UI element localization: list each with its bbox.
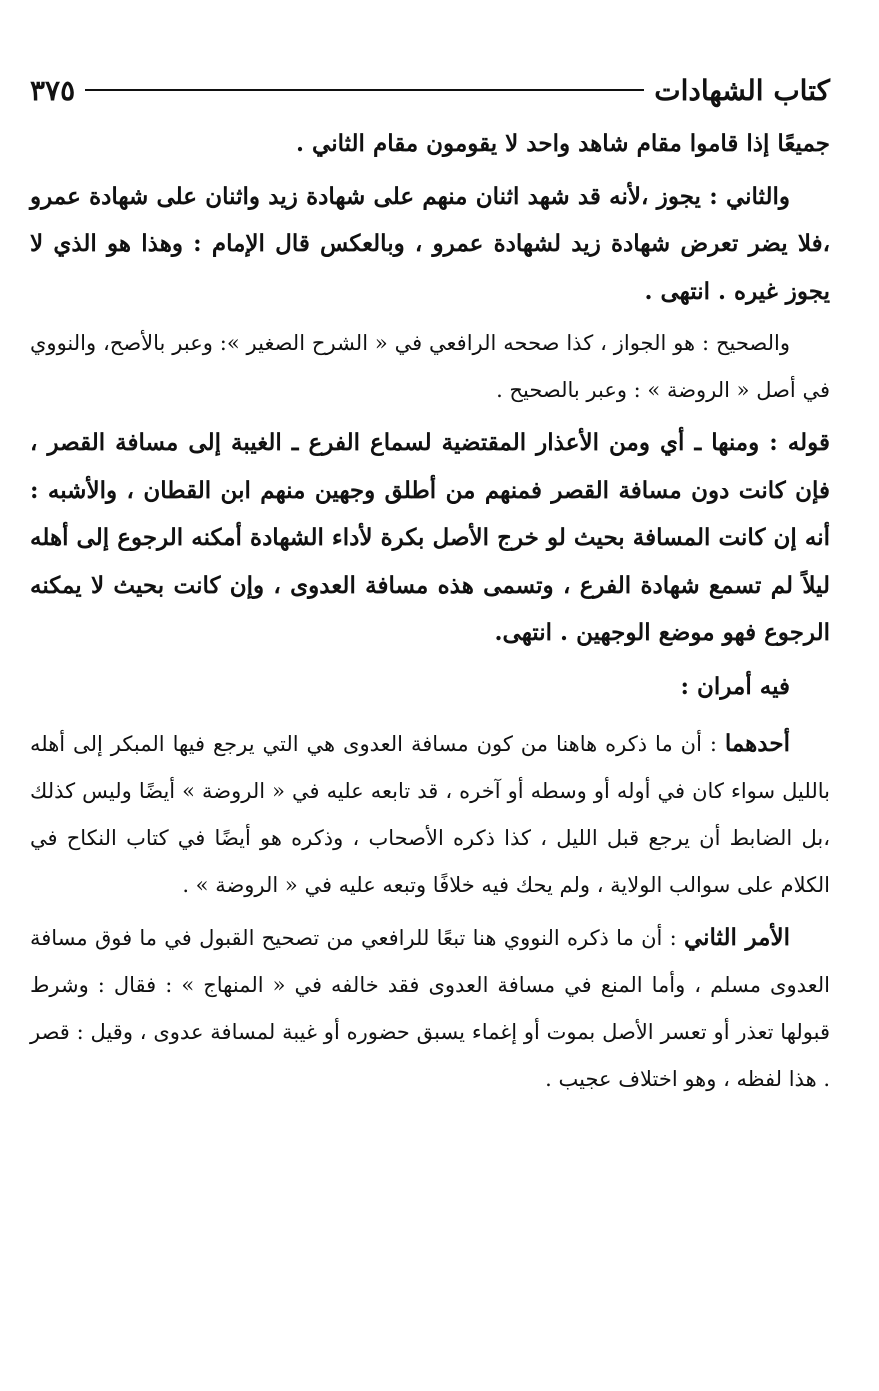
- paragraph-7: [30, 914, 830, 1103]
- paragraph-1: جميعًا إذا قاموا مقام شاهد واحد لا يقومون مقام الثاني .: [296, 130, 830, 157]
- paragraph-7-text: : أن ما ذكره النووي هنا تبعًا للرافعي من تصحيح القبول في ما فوق مسافة العدوى مسلم ، وأما المنع في مسافة العدوى فقد خالفه في « المنهاج » : فقال : وشرط قبولها تعذر أو تعسر الأصل بموت أو إغماء يسبق حضوره أو غيبة لمسافة عدوى ، وقيل : قصر . هذا لفظه ، وهو اختلاف عجيب .: [30, 925, 830, 1091]
- book-page: [30, 60, 830, 1108]
- paragraph-4: قوله : ومنها ـ أي ومن الأعذار المقتضية لسماع الفرع ـ الغيبة إلى مسافة القصر ، فإن كانت دون مسافة القصر فمنهم من أطلق وجهين منهم ابن القطان ، والأشبه : أنه إن كانت المسافة بحيث لو خرج الأصل بكرة لأداء الشهادة أمكنه الرجوع إلى أهله ليلاً لم تسمع شهادة الفرع ، وتسمى هذه مسافة العدوى ، وإن كانت بحيث لا يمكنه الرجوع فهو موضع الوجهين . انتهى.: [30, 429, 830, 646]
- page-number: ٣٧٥: [30, 73, 76, 107]
- paragraph-6-text: : أن ما ذكره هاهنا من كون مسافة العدوى هي التي يرجع فيها المبكر إلى أهله بالليل سواء كان في أوله أو وسطه أو آخره ، قد تابعه عليه في « الروضة » أيضًا وليس كذلك ،بل الضابط أن يرجع قبل الليل ، كذا ذكره الأصحاب ، وذكره هو أيضًا في كتاب النكاح في الكلام على سوالب الولاية ، ولم يحك فيه خلافًا وتبعه عليه في « الروضة » .: [30, 731, 830, 897]
- paragraph-7-lead: الأمر الثاني: [683, 923, 791, 951]
- header-rule: [85, 89, 644, 91]
- running-title: كتاب الشهادات: [654, 73, 830, 107]
- paragraph-6-lead: أحدهما: [724, 729, 790, 757]
- paragraph-3: والصحيح : هو الجواز ، كذا صححه الرافعي في « الشرح الصغير »: وعبر بالأصح، والنووي في أصل « الروضة » : وعبر بالصحيح .: [30, 331, 830, 402]
- page-header: [30, 60, 830, 120]
- section-heading: فيه أمران :: [680, 672, 790, 700]
- paragraph-2: والثاني : يجوز ،لأنه قد شهد اثنان منهم على شهادة زيد واثنان على شهادة عمرو ،فلا يضر تعرض شهادة زيد لشهادة عمرو ، وبالعكس قال الإمام : وهذا هو الذي لا يجوز غيره . انتهى .: [30, 182, 830, 305]
- paragraph-6: [30, 720, 830, 909]
